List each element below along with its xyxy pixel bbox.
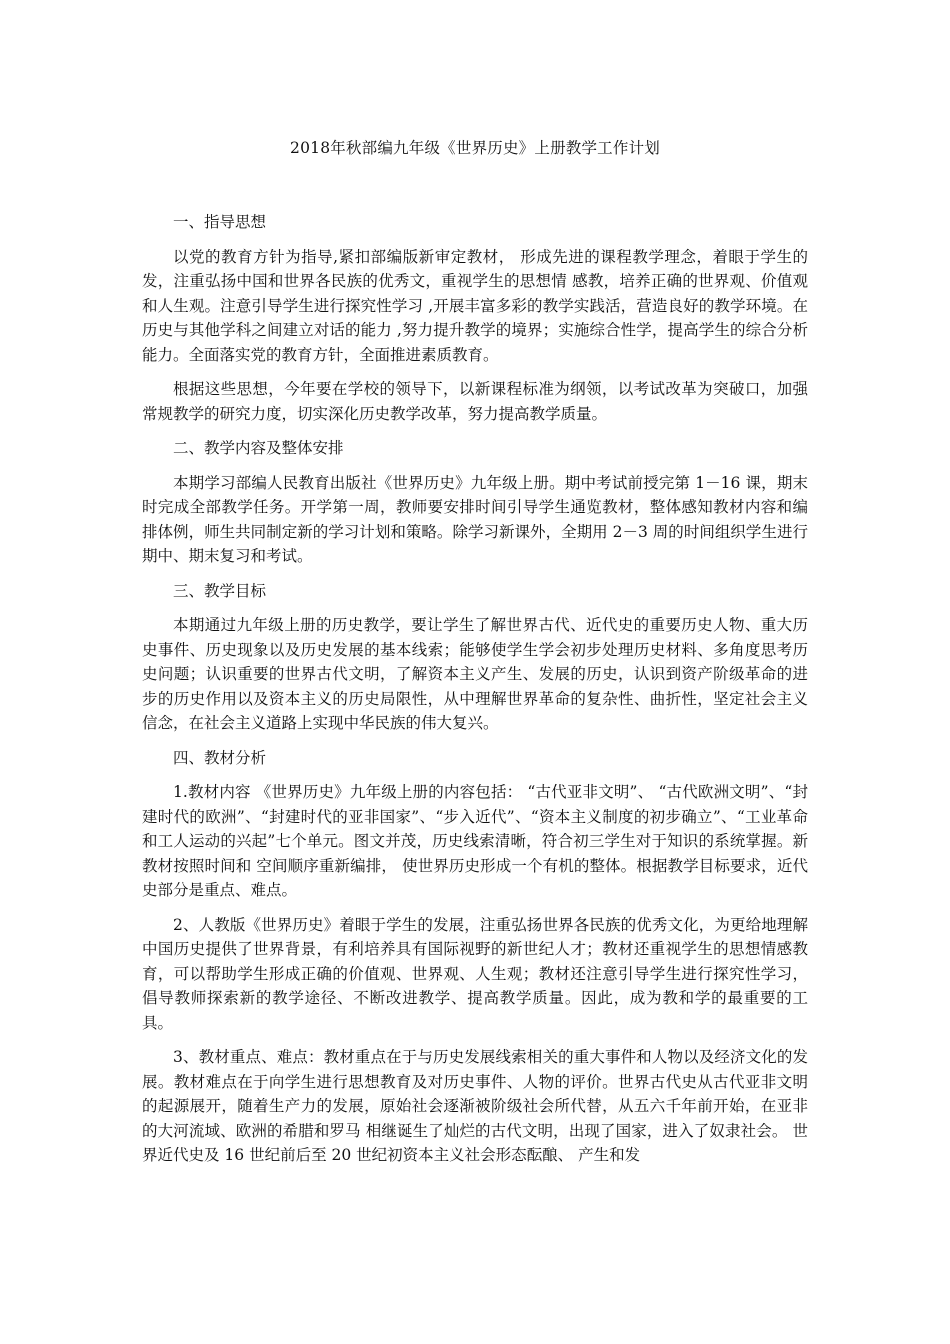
paragraph: 以党的教育方针为指导,紧扣部编版新审定教材， 形成先进的课程教学理念，着眼于学生的发，注重弘扬中国和世界各民族的优秀文，重视学生的思想情 感教，培养正确的世界观、价值观和人生观。注意引导学生进行探究性学习 ,开展丰富多彩的教学实践活，营造良好的教学环境。在历史与其他学科之间建立对话的能力 ,努力提升教学的境界；实施综合性学，提高学生的综合分析能力。全面落实党的教育方针，全面推进素质教育。 — [142, 247, 808, 364]
section-heading-guiding-ideology: 一、指导思想 — [173, 213, 267, 231]
document-body — [142, 210, 808, 1178]
paragraph: 根据这些思想，今年要在学校的领导下，以新课程标准为纲领，以考试改革为突破口，加强常规教学的研究力度，切实深化历史教学改革，努力提高教学质量。 — [142, 380, 808, 423]
paragraph: 本期通过九年级上册的历史教学，要让学生了解世界古代、近代史的重要历史人物、重大历史事件、历史现象以及历史发展的基本线索；能够使学生学会初步处理历史材料、多角度思考历史问题；认识重要的世界古代文明，了解资本主义产生、发展的历史，认识到资产阶级革命的进步的历史作用以及资本主义的历史局限性，从中理解世界革命的复杂性、曲折性，坚定社会主义信念，在社会主义道路上实现中华民族的伟大复兴。 — [142, 616, 808, 732]
section-heading-teaching-goals: 三、教学目标 — [173, 581, 267, 600]
section-heading-teaching-content: 二、教学内容及整体安排 — [173, 439, 344, 457]
paragraph: 1.教材内容 《世界历史》九年级上册的内容包括： “古代亚非文明”、 “古代欧洲文明”、“封建时代的欧洲”、“封建时代的亚非国家”、“步入近代”、“资本主义制度的初步确立”、“工业革命和工人运动的兴起”七个单元。图文并茂，历史线索清晰，符合初三学生对于知识的系统掌握。新教材按照时间和 空间顺序重新编排， 使世界历史形成一个有机的整体。根据教学目标要求，近代史部分是重点、难点。 — [142, 783, 808, 899]
section-heading-textbook-analysis: 四、教材分析 — [173, 748, 267, 767]
paragraph: 3、教材重点、难点：教材重点在于与历史发展线索相关的重大事件和人物以及经济文化的发展。教材难点在于向学生进行思想教育及对历史事件、人物的评价。世界古代史从古代亚非文明的起源展开，随着生产力的发展，原始社会逐渐被阶级社会所代替，从五六千年前开始，在亚非的大河流域、欧洲的希腊和罗马 相继诞生了灿烂的古代文明，出现了国家，进入了奴隶社会。 世界近代史及 16 世纪前后至 20 世纪初资本主义社会形态酝酿、 产生和发 — [142, 1048, 808, 1164]
paragraph: 2、人教版《世界历史》着眼于学生的发展，注重弘扬世界各民族的优秀文化，为更给地理解中国历史提供了世界背景，有利培养具有国际视野的新世纪人才；教材还重视学生的思想情感教育，可以帮助学生形成正确的价值观、世界观、人生观；教材还注意引导学生进行探究性学习，倡导教师探索新的教学途径、不断改进教学、提高教学质量。因此，成为教和学的最重要的工具。 — [142, 915, 808, 1032]
document-title: 2018年秋部编九年级《世界历史》上册教学工作计划 — [290, 139, 660, 157]
paragraph: 本期学习部编人民教育出版社《世界历史》九年级上册。期中考试前授完第 1－16 课，期末时完成全部教学任务。开学第一周，教师要安排时间引导学生通览教材，整体感知教材内容和编排体例，师生共同制定新的学习计划和策略。除学习新课外，全期用 2－3 周的时间组织学生进行期中、期末复习和考试。 — [142, 473, 808, 565]
